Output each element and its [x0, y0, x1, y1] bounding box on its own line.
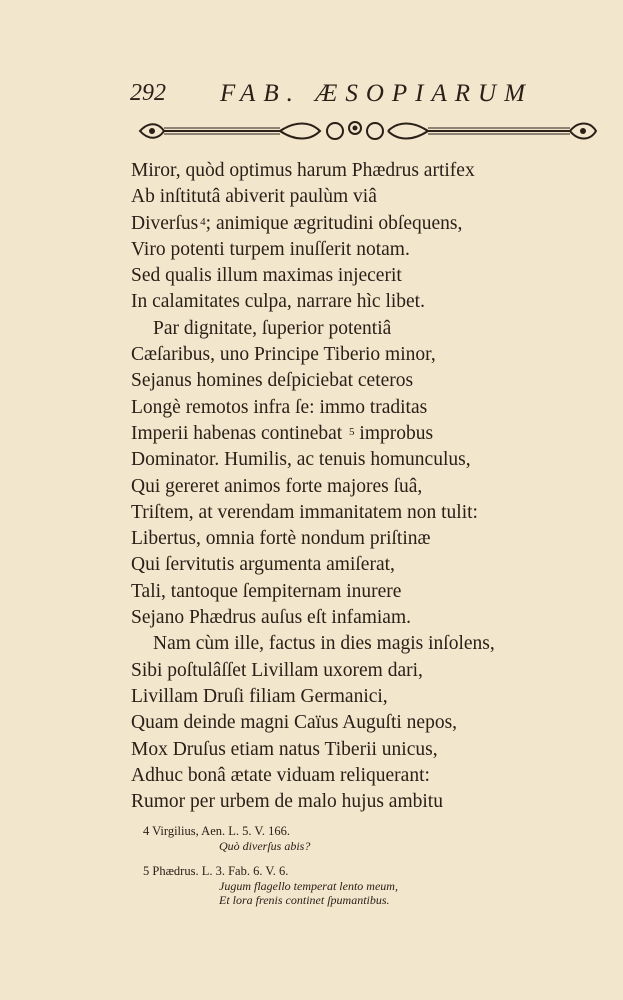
verse-line: Adhuc bonâ ætate viduam reliquerant: [131, 764, 430, 786]
verse-line: Sejano Phædrus auſus eſt infamiam. [131, 607, 412, 629]
verse-line: Longè remotos infra ſe: immo traditas [131, 396, 428, 418]
verse-line: In calamitates culpa, narrare hìc libet. [131, 291, 425, 313]
verse-line: Rumor per urbem de malo hujus ambitu [131, 791, 443, 813]
verse-line: Livillam Druſi filiam Germanici, [131, 685, 388, 707]
footnote-5-quote: Jugum flagello temperat lento meum, [219, 879, 398, 893]
verse-line: Qui ſervitutis argumenta amiſerat, [131, 554, 395, 576]
verse-line: Dominator. Humilis, ac tenuis homunculus, [131, 449, 471, 471]
footnote-mark: 5 [349, 425, 355, 438]
verse-line: Libertus, omnia fortè nondum priſtinæ [131, 528, 431, 550]
verse-line: Par dignitate, ſuperior potentiâ [153, 317, 392, 339]
footnotes [143, 823, 523, 907]
verse-line: Mox Druſus etiam natus Tiberii unicus, [131, 738, 438, 760]
footnote-mark: 4 [200, 215, 206, 228]
footnote-4-quote: Quò diverſus abis? [219, 839, 311, 853]
verse-line: Cæſaribus, uno Principe Tiberio minor, [131, 344, 436, 366]
running-title: FAB. ÆSOPIARUM [220, 80, 533, 107]
verse-line: Qui gereret animos forte majores ſuâ, [131, 475, 423, 497]
page-header [130, 80, 533, 114]
verse-line: Viro potenti turpem inuſſerit notam. [131, 238, 410, 260]
footnote-5: 5 Phædrus. L. 3. Fab. 6. V. 6. [143, 864, 289, 878]
verse-line: Triſtem, at verendam immanitatem non tulit: [131, 501, 478, 523]
decorative-rule-ornament [130, 116, 600, 146]
verse-line: Miror, quòd optimus harum Phædrus artifex [131, 160, 475, 181]
verse-line: Imperii habenas continebat $^5$ improbus [131, 422, 434, 444]
verse-line: Tali, tantoque ſempiternam inurere [131, 580, 402, 602]
verse-line: Ab inſtitutâ abiverit paulùm viâ [131, 186, 377, 208]
footnote-5-quote: Et lora frenis continet ſpumantibus. [219, 893, 390, 907]
footnote-4: 4 Virgilius, Aen. L. 5. V. 166. [143, 824, 290, 838]
verse-line: Sibi poſtulâſſet Livillam uxorem dari, [131, 659, 423, 681]
page-number: 292 [130, 80, 166, 106]
verse-line: Diverſus $^4$; animique ægritudini obſequens, [131, 212, 463, 234]
verse-line: Sed qualis illum maximas injecerit [131, 265, 402, 287]
verse-line: Sejanus homines deſpiciebat ceteros [131, 370, 414, 392]
verse-line: Quam deinde magni Caïus Auguſti nepos, [131, 712, 458, 734]
verse-line: Nam cùm ille, factus in dies magis inſolens, [153, 633, 495, 655]
poem-text [131, 158, 551, 815]
